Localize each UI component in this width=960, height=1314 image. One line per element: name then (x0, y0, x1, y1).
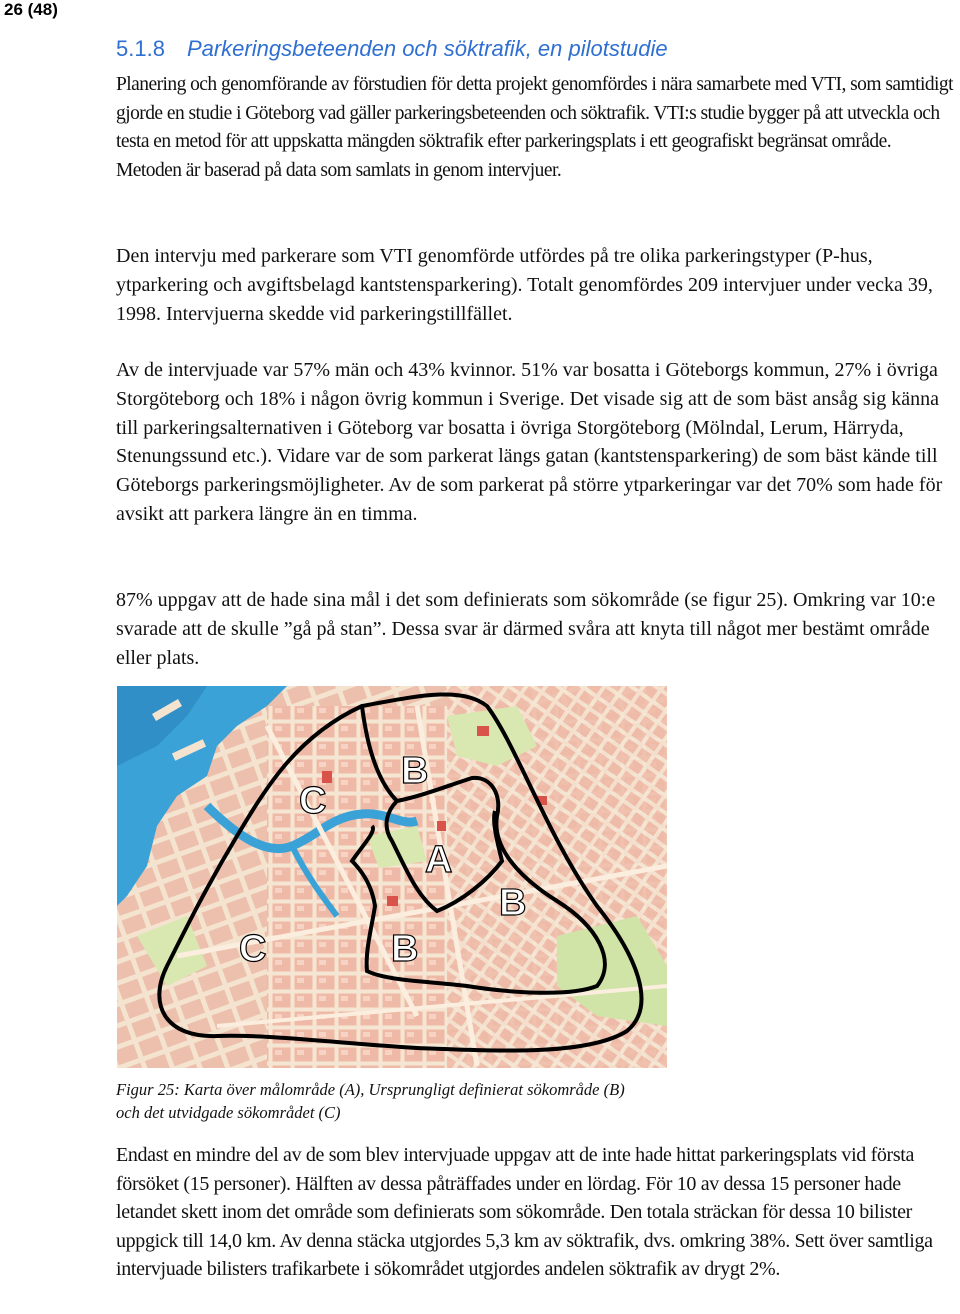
figure-caption-line-2: och det utvidgade sökområdet (C) (116, 1103, 341, 1122)
section-number: 5.1.8 (116, 36, 165, 61)
map-label-a: A (425, 839, 453, 881)
paragraph-interview: Den intervju med parkerare som VTI genomförde utfördes på tre olika parkeringstyper (P-hus, ytparkering och avgiftsbelagd kantstensparkering). Totalt genomfördes 209 intervjuer under vecka 39, 1998. Intervjuerna skedde vid parkeringstillfället. (116, 245, 933, 325)
page-number: 26 (48) (4, 0, 58, 19)
map-label-b-top: B (401, 750, 429, 792)
figure-caption (116, 1078, 716, 1124)
search-area-map (117, 686, 667, 1068)
map-building (437, 821, 446, 831)
paragraph-search-traffic: Endast en mindre del av de som blev intervjuade uppgav att de inte hade hittat parkeringsplats vid första försöket (15 personer). Hälften av dessa påträffades under en lördag. För 10 av dessa 15 personer hade letandet skett inom det område som definierats som sökområde. Den totala sträckan för dessa 10 bilister uppgick till 14,0 km. Av denna stäcka utgjordes 5,3 km av söktrafik, dvs. omkring 38%. Sett över samtliga intervjuade bilisters trafikarbete i sökområdet utgjordes andelen söktrafik av drygt 2%. (116, 1144, 933, 1281)
map-building (387, 896, 398, 906)
map-label-c-top: C (299, 780, 327, 822)
map-label-b-right: B (499, 882, 527, 924)
paragraph-destinations: 87% uppgav att de hade sina mål i det som definierats som sökområde (se figur 25). Omkring var 10:e svarade att de skulle ”gå på stan”. Dessa svar är därmed svåra att knyta till något mer bestämt område eller plats. (116, 589, 936, 669)
map-building (477, 726, 489, 736)
paragraph-demographics: Av de intervjuade var 57% män och 43% kvinnor. 51% var bosatta i Göteborgs kommun, 27% i övriga Storgöteborg och 18% i någon övrig kommun i Sverige. Det visade sig att de som bäst ansåg sig känna till parkeringsalternativen i Göteborg var bosatta i övriga Storgöteborg (Mölndal, Lerum, Härryda, Stenungssund etc.). Vidare var de som parkerat längs gatan (kantstensparkering) de som bäst kände till Göteborgs parkeringsmöjligheter. Av de som parkerat på större ytparkeringar var det 70% som hade för avsikt att parkera längre än en timma. (116, 359, 943, 525)
map-label-b-bottom: B (391, 928, 419, 970)
map-label-c-left: C (239, 928, 267, 970)
section-title: Parkeringsbeteenden och söktrafik, en pilotstudie (186, 36, 668, 61)
paragraph-intro: Planering och genomförande av förstudien för detta projekt genomfördes i nära samarbete med VTI, som samtidigt gjorde en studie i Göteborg vad gäller parkeringsbeteenden och söktrafik. VTI:s studie bygger på att utveckla och testa en metod för att uppskatta mängden söktrafik efter parkeringsplats i ett geografiskt begränsat område. Metoden är baserad på data som samlats in genom intervjuer. (116, 74, 953, 182)
section-heading (116, 36, 668, 62)
figure-caption-line-1: Figur 25: Karta över målområde (A), Ursprungligt definierat sökområde (B) (116, 1080, 625, 1099)
